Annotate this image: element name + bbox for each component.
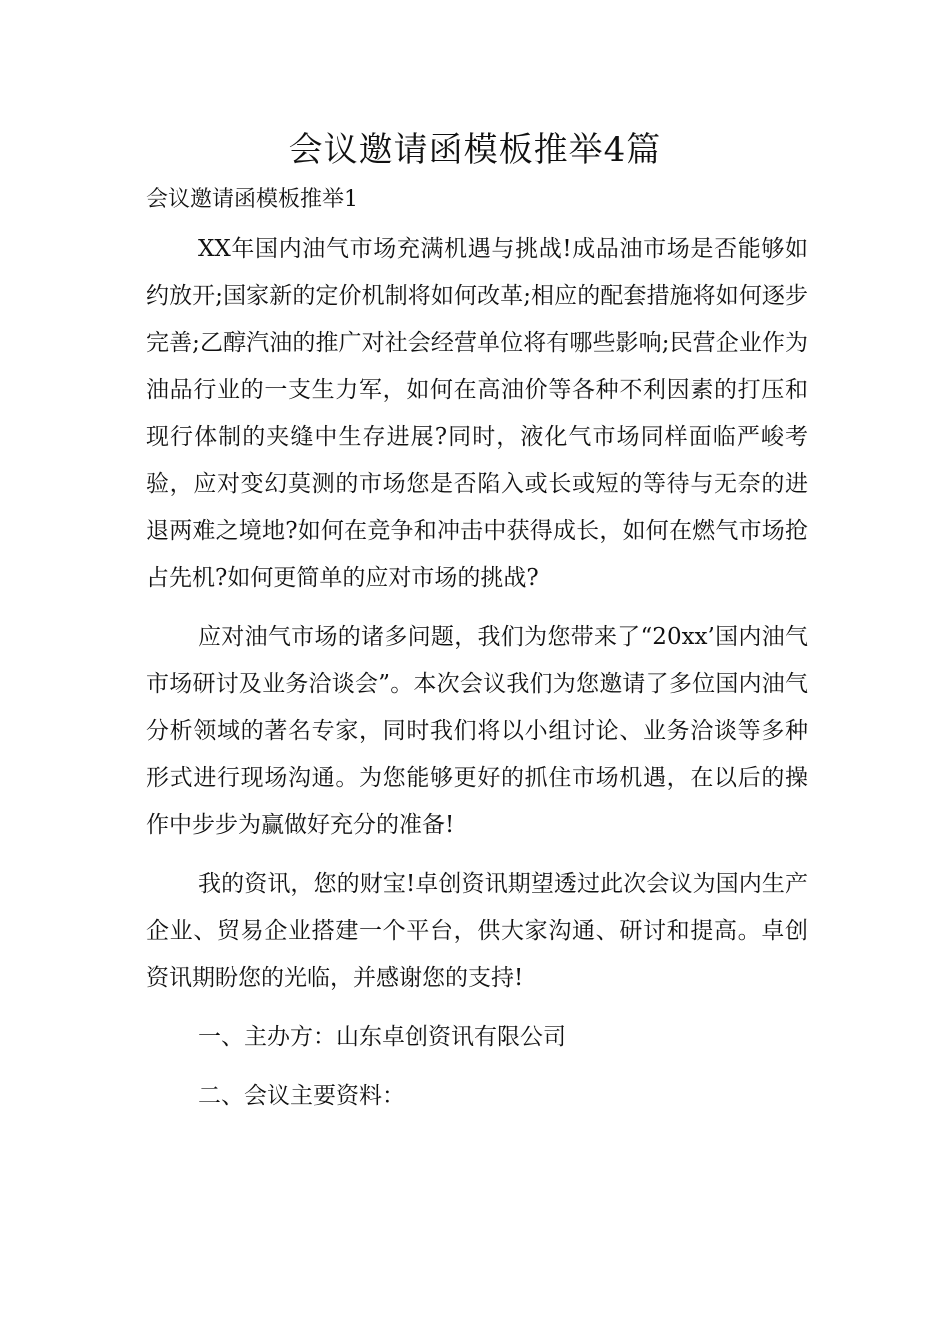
list-item-main-content: 二、会议主要资料：: [198, 1083, 405, 1109]
document-body: [146, 226, 808, 1120]
section-heading: 会议邀请函模板推举1: [146, 187, 358, 212]
list-item-organizer: 一、主办方：山东卓创资讯有限公司: [198, 1024, 566, 1050]
paragraph-market-outlook: XX年国内油气市场充满机遇与挑战!成品油市场是否能够如约放开;国家新的定价机制将如何改革;相应的配套措施将如何逐步完善;乙醇汽油的推广对社会经营单位将有哪些影响;民营企业作为油品行业的一支生力军，如何在高油价等各种不利因素的打压和现行体制的夹缝中生存进展?同时，液化气市场同样面临严峻考验，应对变幻莫测的市场您是否陷入或长或短的等待与无奈的进退两难之境地?如何在竞争和冲击中获得成长，如何在燃气市场抢占先机?如何更简单的应对市场的挑战?: [146, 236, 808, 591]
paragraph-invitation: 我的资讯，您的财宝!卓创资讯期望透过此次会议为国内生产企业、贸易企业搭建一个平台，供大家沟通、研讨和提高。卓创资讯期盼您的光临，并感谢您的支持!: [146, 871, 808, 991]
document-title: 会议邀请函模板推举4篇: [288, 130, 662, 170]
paragraph-conference-intro: 应对油气市场的诸多问题，我们为您带来了“20xx’国内油气市场研讨及业务洽谈会”。本次会议我们为您邀请了多位国内油气分析领域的著名专家，同时我们将以小组讨论、业务洽谈等多种形式进行现场沟通。为您能够更好的抓住市场机遇，在以后的操作中步步为赢做好充分的准备!: [146, 624, 808, 838]
